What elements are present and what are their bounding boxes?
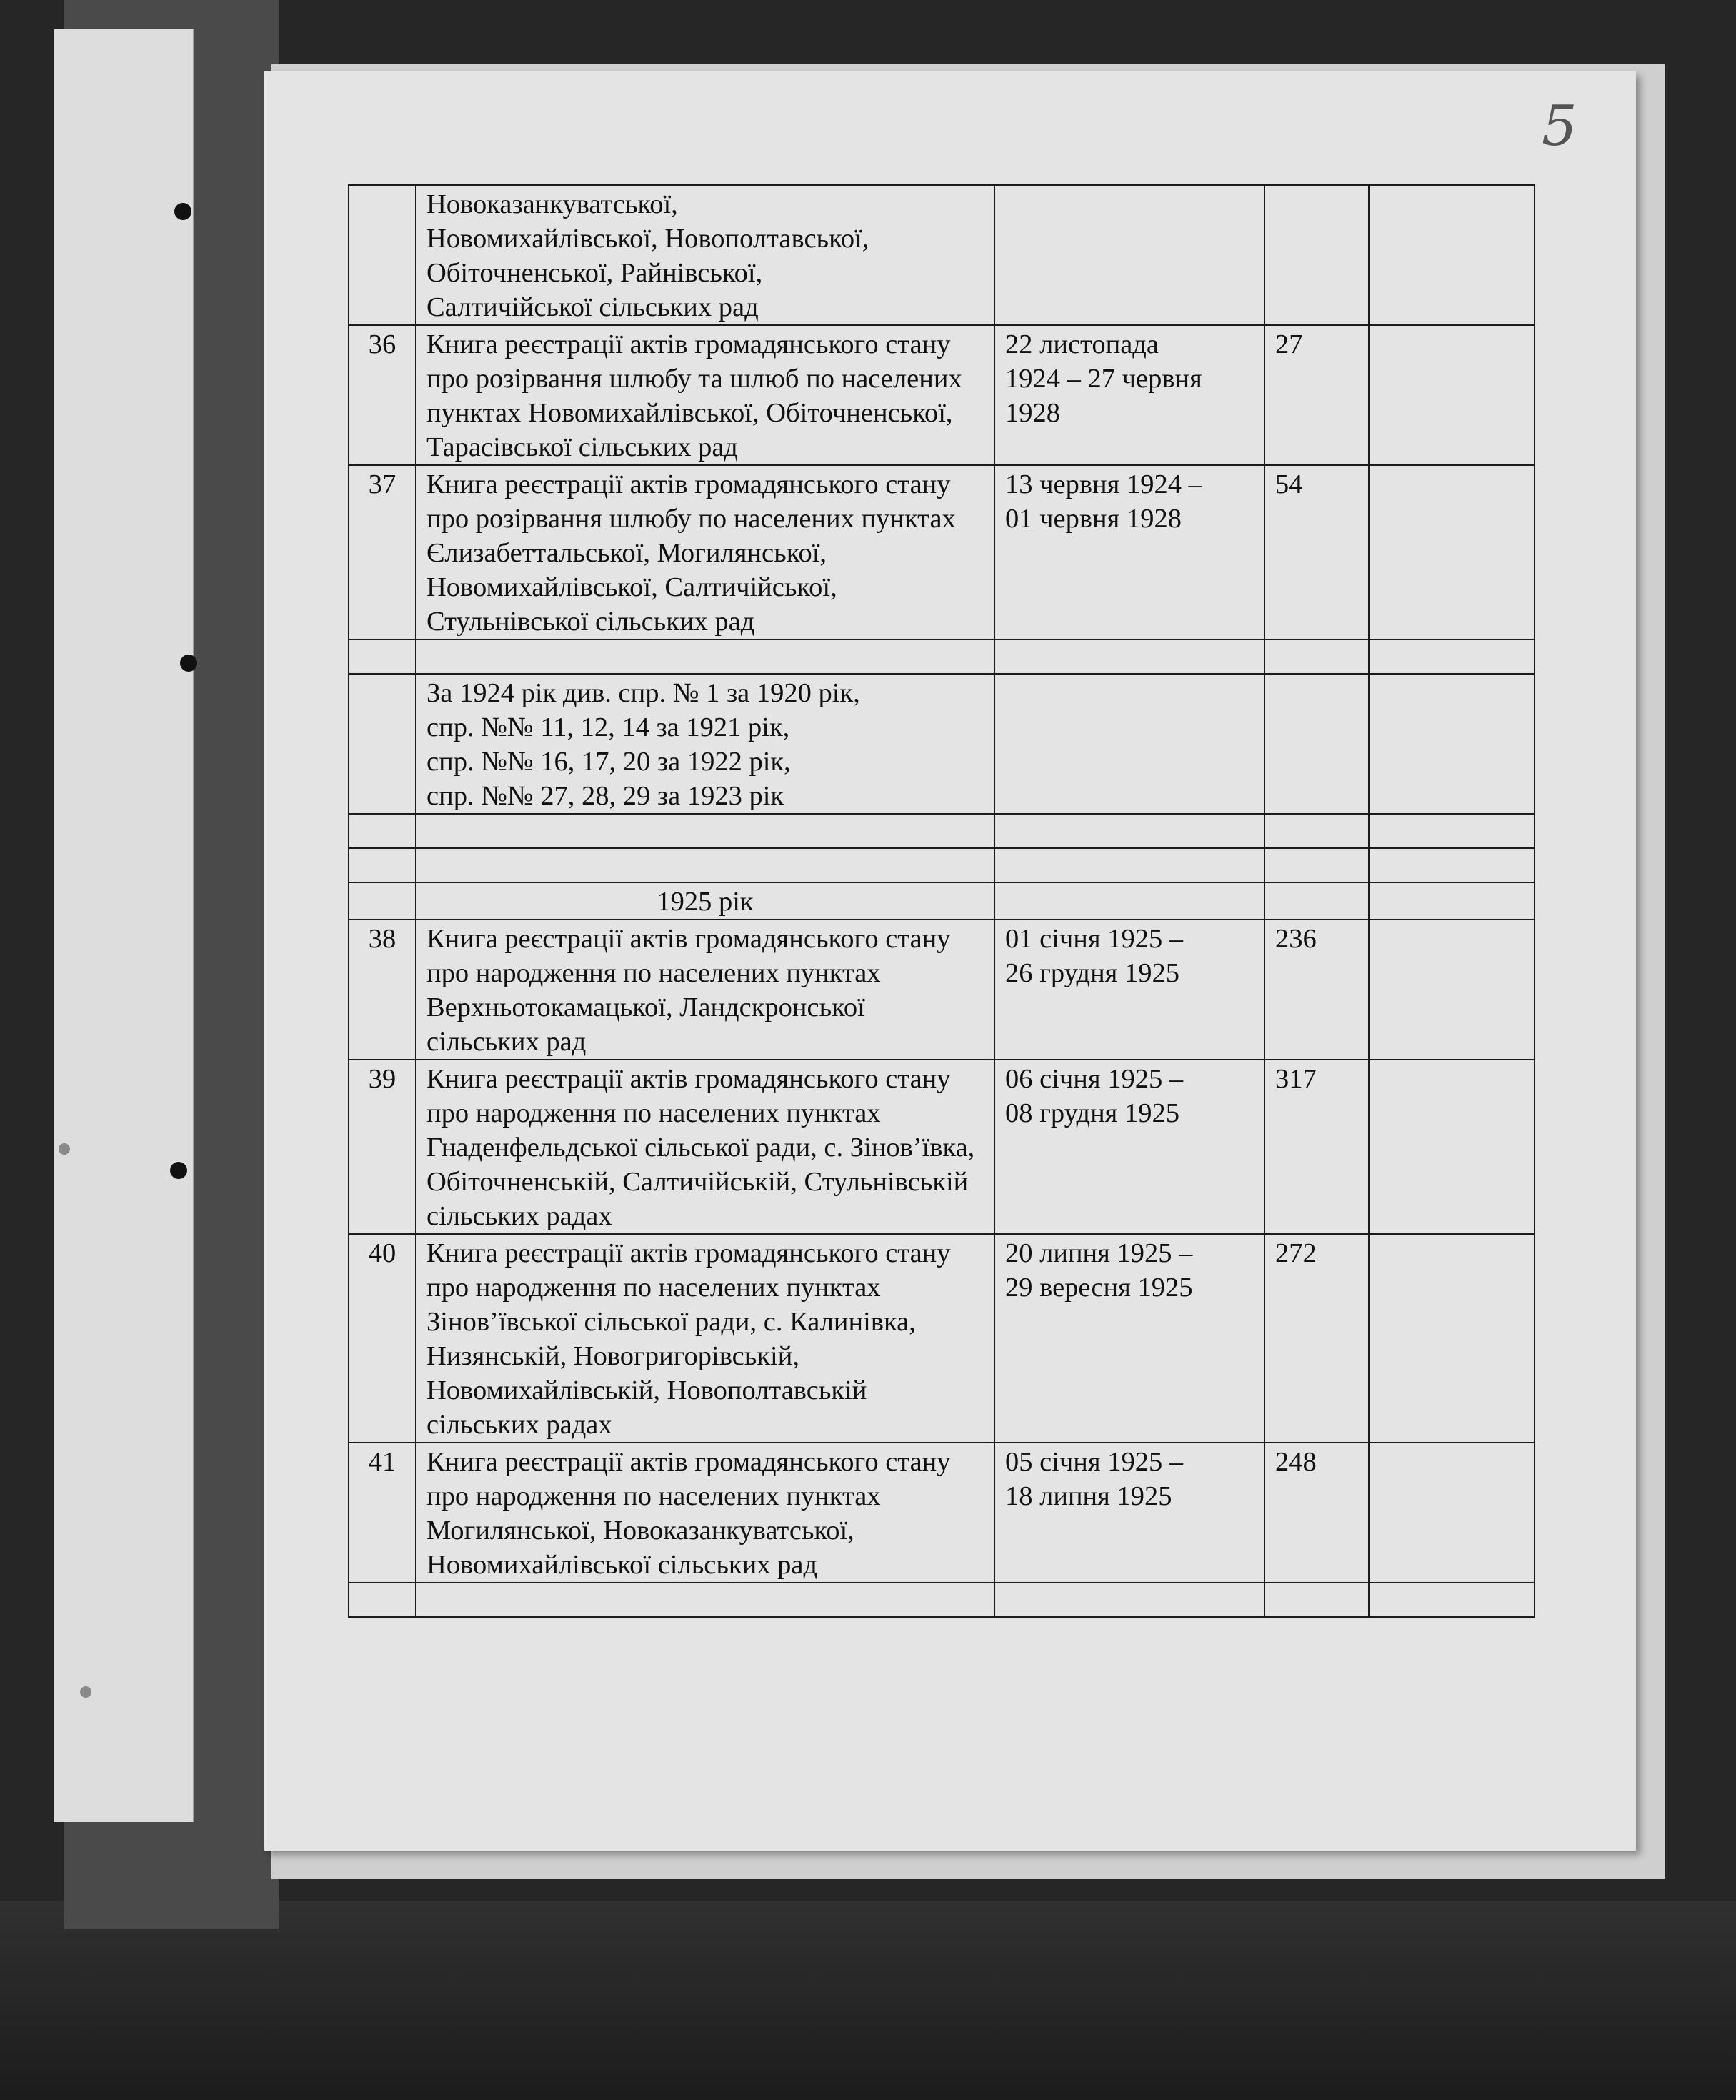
empty-cell [1264, 848, 1369, 882]
empty-cell [994, 814, 1264, 848]
year-heading: 1925 рік [416, 882, 994, 920]
empty-cell [349, 640, 416, 674]
case-note [1369, 1234, 1535, 1443]
empty-cell [416, 1583, 994, 1617]
case-note [1369, 185, 1535, 325]
empty-row [349, 640, 1535, 674]
case-note [1369, 1443, 1535, 1583]
table-row [349, 920, 1535, 1060]
empty-cell [1369, 848, 1535, 882]
case-dates: 05 січня 1925 – 18 липня 1925 [994, 1443, 1264, 1583]
sheet-count: 236 [1264, 920, 1369, 1060]
year-heading-row [349, 882, 1535, 920]
table-row [349, 185, 1535, 325]
empty-cell [416, 640, 994, 674]
case-number [349, 185, 416, 325]
case-dates: 22 листопада 1924 – 27 червня 1928 [994, 325, 1264, 465]
register-table [348, 184, 1535, 1618]
case-number: 38 [349, 920, 416, 1060]
case-dates: 06 січня 1925 – 08 грудня 1925 [994, 1060, 1264, 1234]
table-row [349, 1234, 1535, 1443]
case-title: Книга реєстрації актів громадянського стану про розірвання шлюбу по населених пунктах Єлизабеттальської, Могилянської, Новомихайлівської, Салтичійської, Стульнівської сільських рад [416, 465, 994, 640]
case-note [1369, 674, 1535, 814]
case-dates: 01 січня 1925 – 26 грудня 1925 [994, 920, 1264, 1060]
case-dates: 20 липня 1925 – 29 вересня 1925 [994, 1234, 1264, 1443]
sheet-count: 317 [1264, 1060, 1369, 1234]
empty-cell [1264, 814, 1369, 848]
empty-cell [994, 1583, 1264, 1617]
empty-cell [1369, 882, 1535, 920]
empty-cell [994, 640, 1264, 674]
empty-cell [349, 848, 416, 882]
case-title: Книга реєстрації актів громадянського стану про народження по населених пунктах Могилянської, Новоказанкуватської, Новомихайлівської сільських рад [416, 1443, 994, 1583]
folio-number: 5 [1542, 94, 1577, 159]
sheet-count [1264, 185, 1369, 325]
case-note [1369, 325, 1535, 465]
case-number: 39 [349, 1060, 416, 1234]
desk-background [0, 1901, 1736, 2100]
empty-cell [1369, 814, 1535, 848]
empty-row [349, 814, 1535, 848]
case-number: 40 [349, 1234, 416, 1443]
case-number: 41 [349, 1443, 416, 1583]
case-title: Книга реєстрації актів громадянського стану про народження по населених пунктах Гнаденфельдської сільської ради, с. Зінов’ївка, Обіточненській, Салтичійській, Стульнівській сільських радах [416, 1060, 994, 1234]
table-row [349, 674, 1535, 814]
punch-hole [59, 1143, 70, 1155]
table-row [349, 1060, 1535, 1234]
case-title: Книга реєстрації актів громадянського стану про народження по населених пунктах Зінов’ївської сільської ради, с. Калинівка, Низянській, Новогригорівській, Новомихайлівській, Новополтавській сільських радах [416, 1234, 994, 1443]
case-title: Новоказанкуватської, Новомихайлівської, Новополтавської, Обіточненської, Райнівської, Салтичійської сільських рад [416, 185, 994, 325]
case-number: 37 [349, 465, 416, 640]
empty-cell [994, 882, 1264, 920]
punch-hole [180, 655, 197, 672]
empty-cell [349, 814, 416, 848]
empty-row [349, 1583, 1535, 1617]
case-number: 36 [349, 325, 416, 465]
empty-cell [1264, 882, 1369, 920]
case-dates: 13 червня 1924 – 01 червня 1928 [994, 465, 1264, 640]
empty-cell [1264, 640, 1369, 674]
case-dates [994, 674, 1264, 814]
sheet-count: 272 [1264, 1234, 1369, 1443]
empty-cell [349, 1583, 416, 1617]
case-title: За 1924 рік див. спр. № 1 за 1920 рік, спр. №№ 11, 12, 14 за 1921 рік, спр. №№ 16, 17, 20 за 1922 рік, спр. №№ 27, 28, 29 за 1923 рік [416, 674, 994, 814]
table-row [349, 465, 1535, 640]
sheet-count: 54 [1264, 465, 1369, 640]
punch-hole [170, 1162, 187, 1179]
case-dates [994, 185, 1264, 325]
case-note [1369, 1060, 1535, 1234]
case-title: Книга реєстрації актів громадянського стану про розірвання шлюбу та шлюб по населених пунктах Новомихайлівської, Обіточненської, Тарасівської сільських рад [416, 325, 994, 465]
empty-cell [1369, 1583, 1535, 1617]
case-note [1369, 920, 1535, 1060]
punch-hole [174, 203, 191, 220]
case-note [1369, 465, 1535, 640]
punch-hole [80, 1686, 91, 1698]
sheet-count [1264, 674, 1369, 814]
empty-cell [994, 848, 1264, 882]
empty-cell [416, 848, 994, 882]
table-row [349, 325, 1535, 465]
register-body [349, 185, 1535, 1617]
empty-row [349, 848, 1535, 882]
table-row [349, 1443, 1535, 1583]
sheet-count: 27 [1264, 325, 1369, 465]
empty-cell [416, 814, 994, 848]
case-number [349, 674, 416, 814]
sheet-count: 248 [1264, 1443, 1369, 1583]
case-title: Книга реєстрації актів громадянського стану про народження по населених пунктах Верхньотокамацької, Ландскронської сільських рад [416, 920, 994, 1060]
empty-cell [1369, 640, 1535, 674]
binder-strip [54, 29, 194, 1822]
empty-cell [349, 882, 416, 920]
empty-cell [1264, 1583, 1369, 1617]
